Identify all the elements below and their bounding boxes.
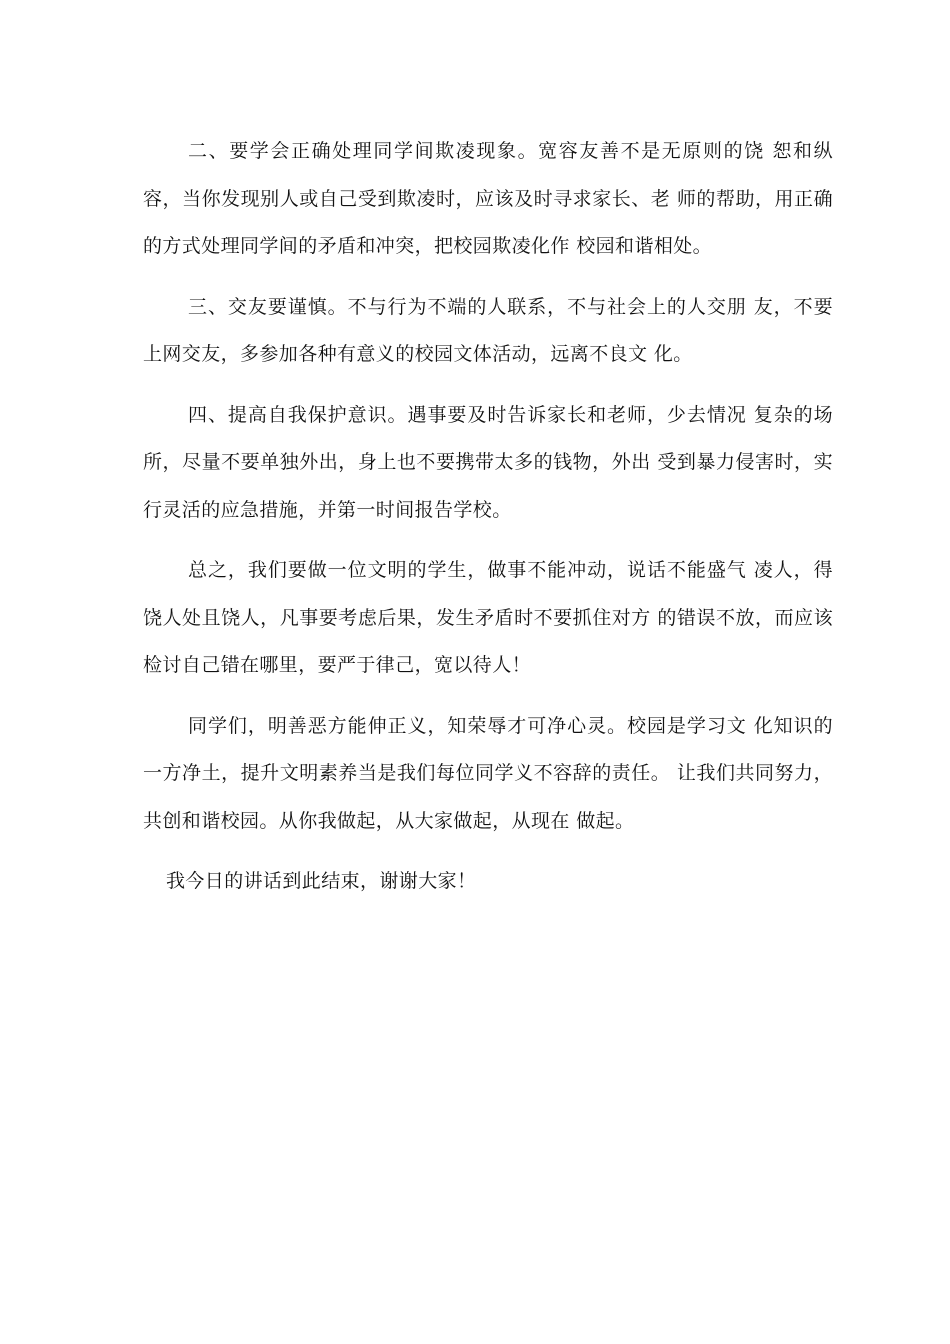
paragraph-self-protection: 四、提高自我保护意识。遇事要及时告诉家长和老师，少去情况 复杂的场所，尽量不要单独外出，身上也不要携带太多的钱物，外出 受到暴力侵害时，实行灵活的应急措施，并第一时间报告学校。 — [143, 403, 833, 521]
closing-remark: 我今日的讲话到此结束，谢谢大家！ — [166, 870, 477, 892]
paragraph-call-to-action: 同学们，明善恶方能伸正义，知荣辱才可净心灵。校园是学习文 化知识的一方净土，提升文明素养当是我们每位同学义不容辞的责任。 让我们共同努力，共创和谐校园。从你我做起，从大家做起，从现在 做起。 — [143, 714, 833, 832]
paragraph-summary: 总之，我们要做一位文明的学生，做事不能冲动，说话不能盛气 凌人，得饶人处且饶人，凡事要考虑后果，发生矛盾时不要抓住对方 的错误不放，而应该检讨自己错在哪里，要严于律己，宽以待人！ — [143, 559, 833, 676]
paragraph-friendship-caution: 三、交友要谨慎。不与行为不端的人联系，不与社会上的人交朋 友，不要上网交友，多参加各种有意义的校园文体活动，远离不良文 化。 — [143, 295, 833, 365]
paragraph-bullying-handling: 二、要学会正确处理同学间欺凌现象。宽容友善不是无原则的饶 恕和纵容，当你发现别人或自己受到欺凌时，应该及时寻求家长、老 师的帮助，用正确的方式处理同学间的矛盾和冲突，把校园欺凌化作 校园和谐相处。 — [143, 140, 833, 257]
document-body — [143, 128, 833, 906]
